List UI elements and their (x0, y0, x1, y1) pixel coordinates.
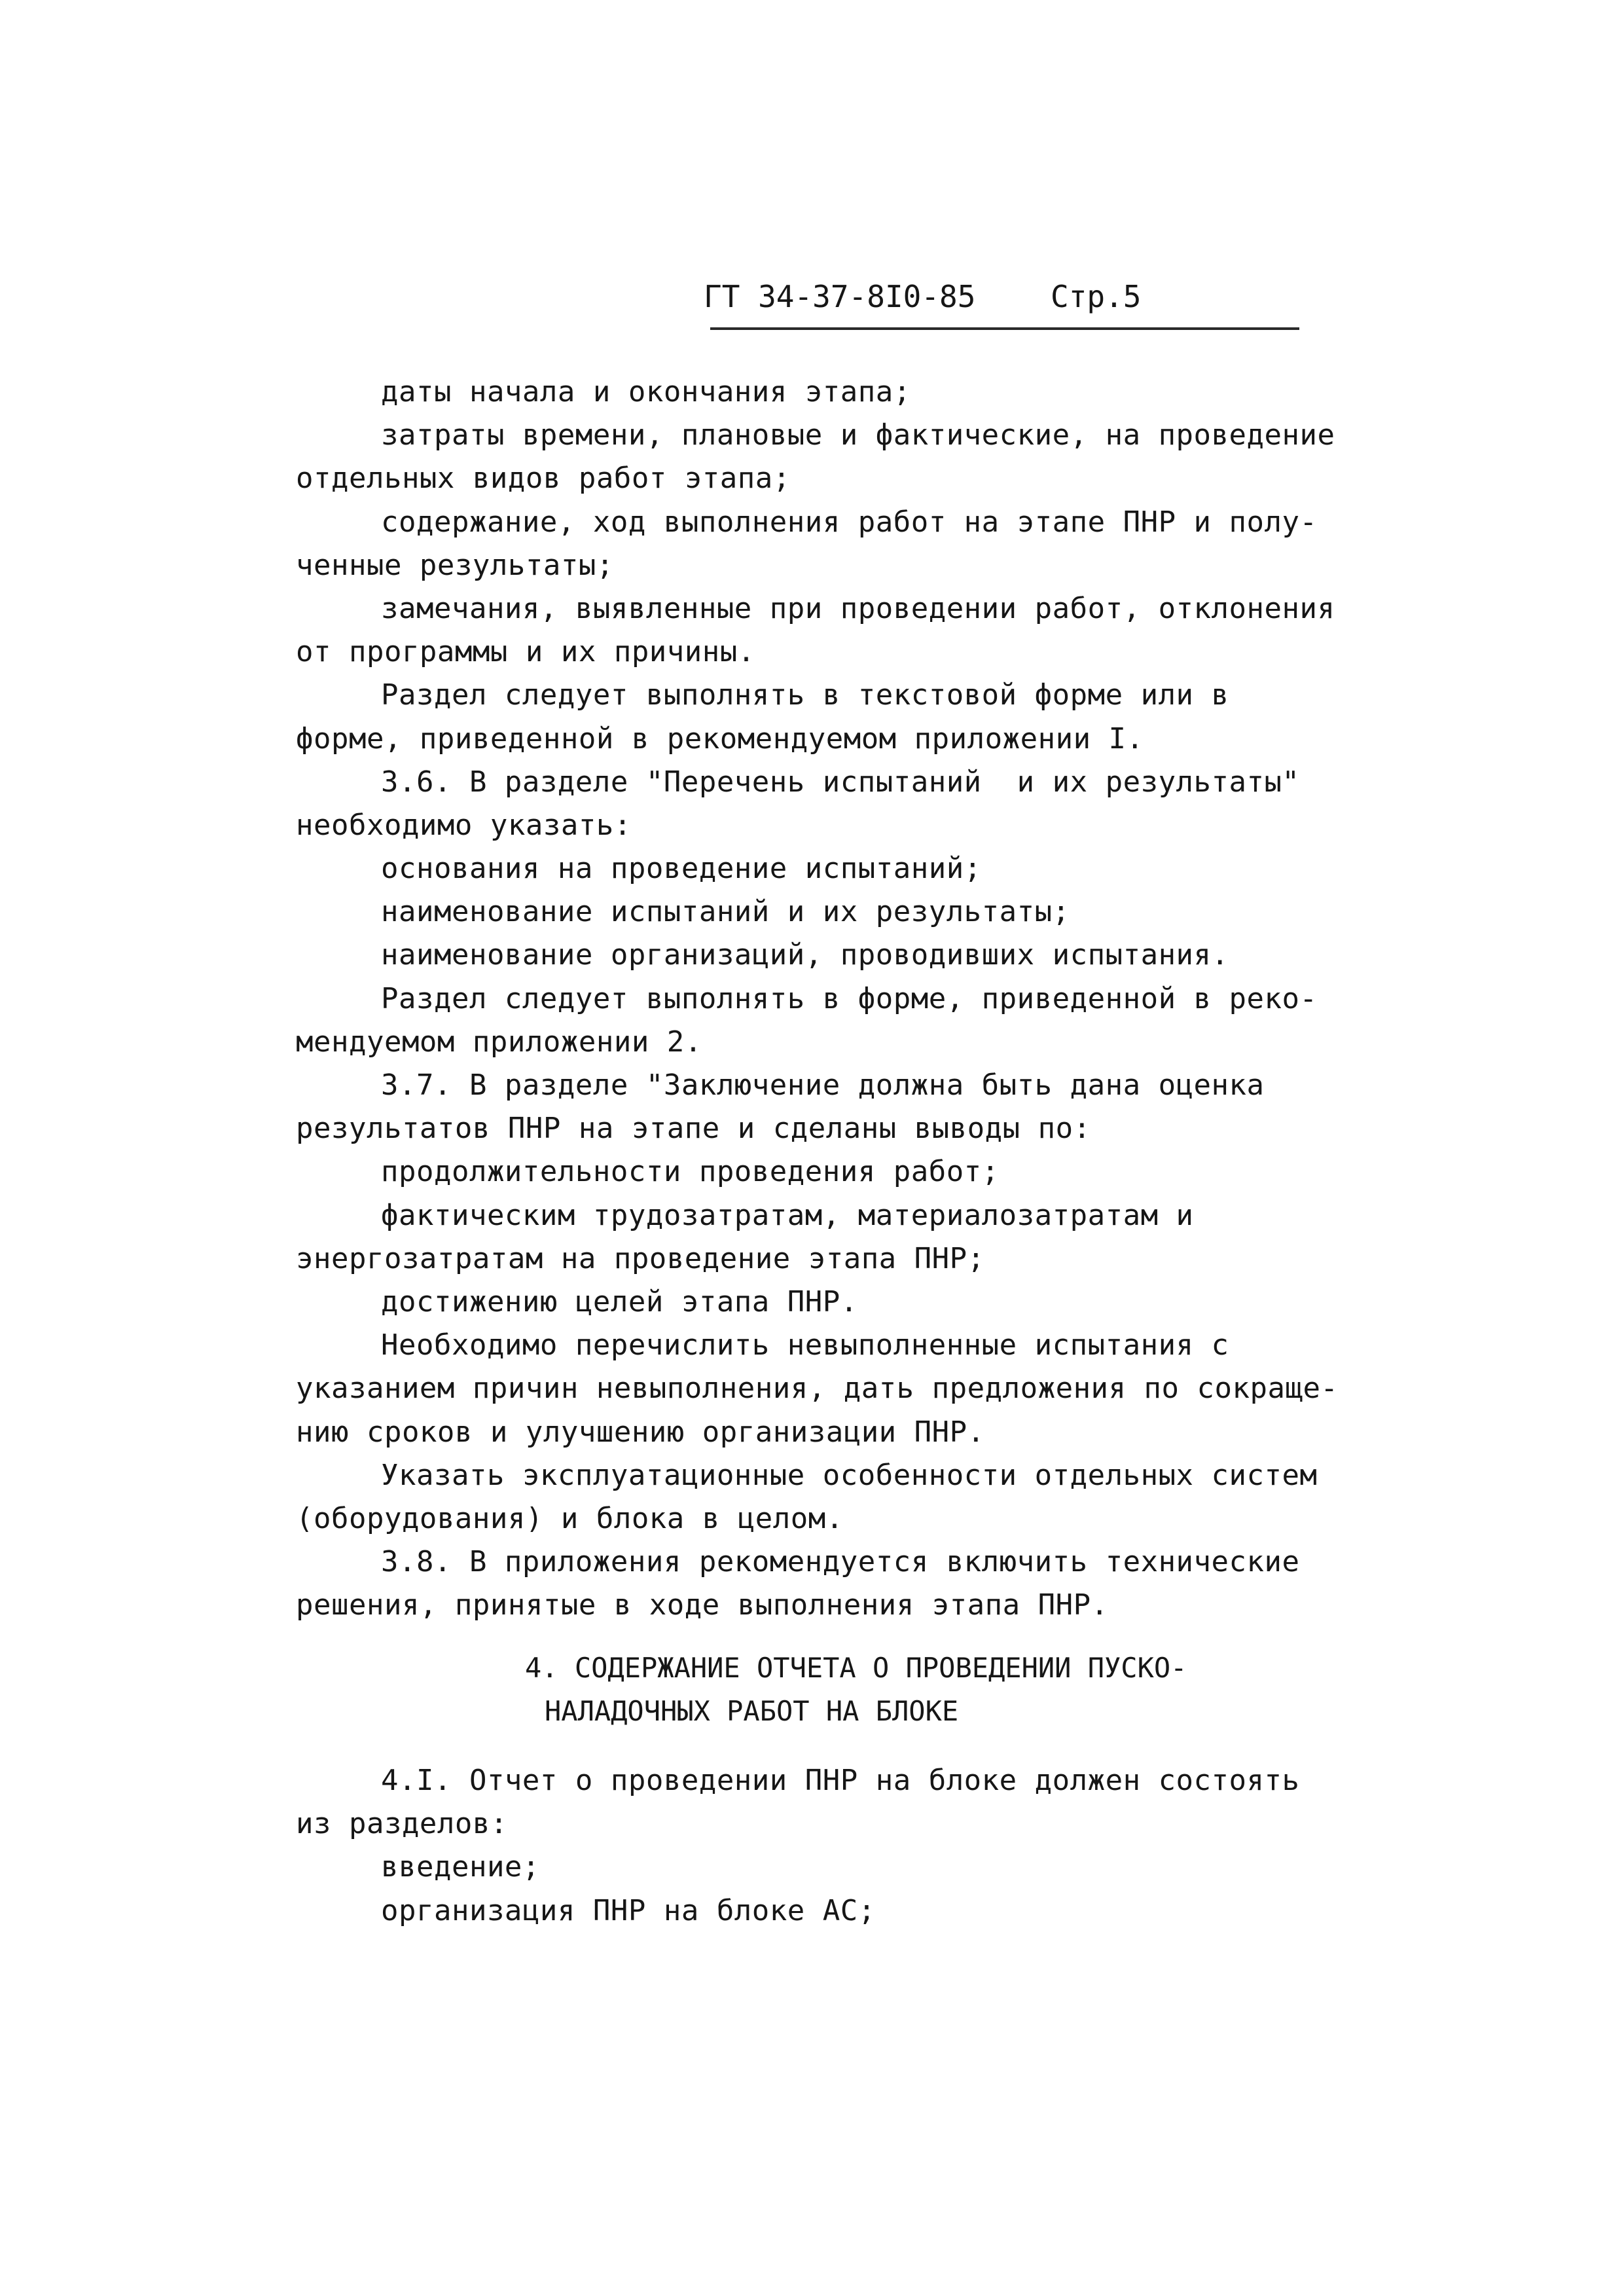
text-line: отдельных видов работ этапа; (296, 462, 791, 496)
text-line: 3.6. В разделе "Перечень испытаний и их результаты" (381, 765, 1300, 799)
text-line: Раздел следует выполнять в форме, приведенной в реко- (381, 981, 1318, 1015)
section-heading (296, 1647, 1343, 1733)
text-line: достижению целей этапа ПНР. (381, 1285, 858, 1319)
text-line: Указать эксплуатационные особенности отдельных систем (381, 1458, 1318, 1492)
text-line: мендуемом приложении 2. (296, 1025, 702, 1059)
text-line: нию сроков и улучшению организации ПНР. (296, 1415, 985, 1449)
body-text (296, 371, 1343, 1627)
section-heading-line: 4. СОДЕРЖАНИЕ ОТЧЕТА О ПРОВЕДЕНИИ ПУСКО- (525, 1652, 1187, 1684)
text-line: указанием причин невыполнения, дать предложения по сокраще- (296, 1372, 1339, 1406)
text-line: 3.8. В приложения рекомендуется включить технические (381, 1545, 1300, 1579)
text-line: ченные результаты; (296, 548, 614, 582)
document-code: ГТ 34-37-8I0-85 (704, 279, 976, 314)
text-line: 3.7. В разделе "Заключение должна быть дана оценка (381, 1068, 1265, 1102)
text-line: необходимо указать: (296, 808, 632, 842)
text-line: от программы и их причины. (296, 635, 755, 669)
section-4-text (296, 1759, 1343, 1933)
text-line: даты начала и окончания этапа; (381, 375, 911, 409)
text-line: наименование организаций, проводивших испытания. (381, 938, 1229, 972)
text-line: Необходимо перечислить невыполненные испытания с (381, 1328, 1229, 1362)
text-line: организация ПНР на блоке АС; (381, 1893, 876, 1927)
text-line: содержание, ход выполнения работ на этапе ПНР и полу- (381, 505, 1318, 539)
text-line: решения, принятые в ходе выполнения этапа ПНР. (296, 1588, 1109, 1622)
section-heading-line: НАЛАДОЧНЫХ РАБОТ НА БЛОКЕ (545, 1695, 959, 1728)
text-line: форме, приведенной в рекомендуемом приложении I. (296, 721, 1144, 756)
text-line: результатов ПНР на этапе и сделаны выводы по: (296, 1112, 1091, 1146)
text-line: затраты времени, плановые и фактические, на проведение (381, 418, 1335, 452)
text-line: основания на проведение испытаний; (381, 852, 982, 886)
text-line: (оборудования) и блока в целом. (296, 1501, 844, 1535)
header-rule (710, 327, 1299, 330)
text-line: введение; (381, 1850, 540, 1884)
text-line: продолжительности проведения работ; (381, 1155, 1000, 1189)
text-line: 4.I. Отчет о проведении ПНР на блоке должен состоять (381, 1764, 1300, 1797)
text-line: Раздел следует выполнять в текстовой форме или в (381, 678, 1229, 712)
page-number: Стр.5 (1051, 279, 1142, 314)
text-line: фактическим трудозатратам, материалозатратам и (381, 1198, 1194, 1232)
text-line: энергозатратам на проведение этапа ПНР; (296, 1241, 985, 1275)
text-line: наименование испытаний и их результаты; (381, 895, 1070, 929)
text-line: из разделов: (296, 1807, 508, 1841)
text-line: замечания, выявленные при проведении работ, отклонения (381, 591, 1335, 625)
page-header (704, 274, 1306, 333)
